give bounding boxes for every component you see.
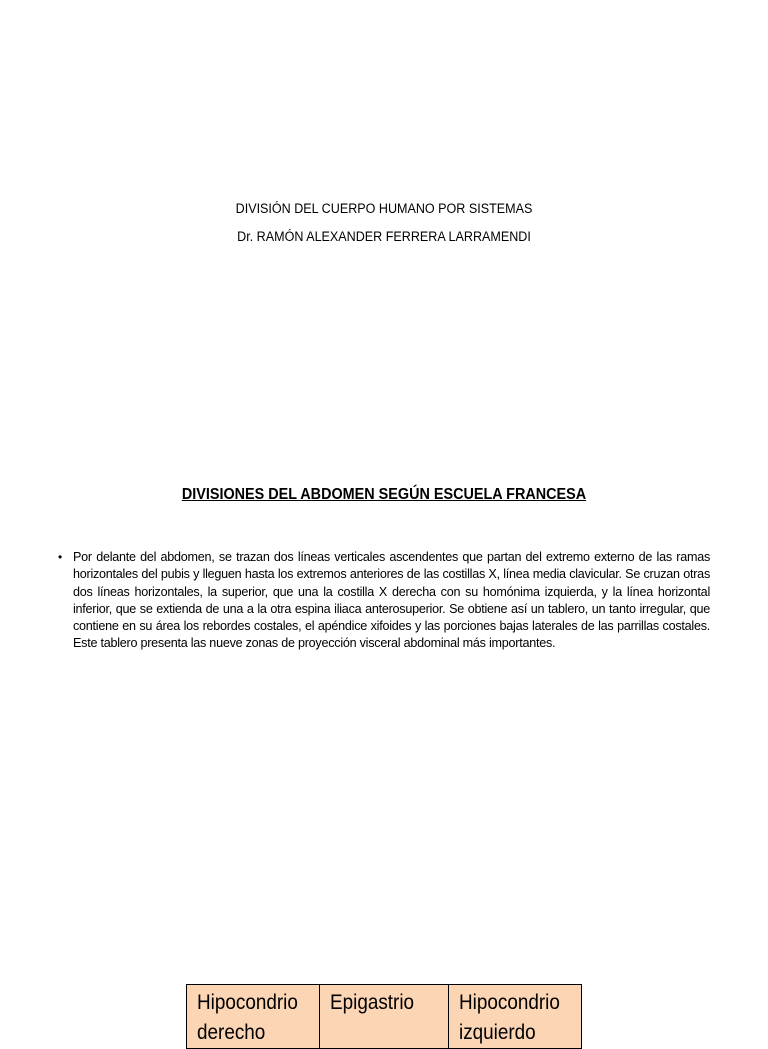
table-cell (449, 985, 582, 1049)
abdomen-regions-table (186, 984, 582, 1049)
list-item (58, 549, 710, 653)
bullet-dot-icon: • (58, 550, 62, 564)
cell-text: Epigastrio (330, 991, 415, 1014)
bullet-text: Por delante del abdomen, se trazan dos líneas verticales ascendentes que partan del extremo externo de las ramas horizontales del pubis y lleguen hasta los extremos anteriores de las costillas X, línea media clavicular. Se cruzan otras dos líneas horizontales, la superior, que una la costilla X derecha con su homónima izquierda, y la línea horizontal inferior, que se extienda de una a la otra espina iliaca anterosuperior. Se obtiene así un tablero, un tanto irregular, que contiene en su área los rebordes costales, el apéndice xifoides y las porciones bajas laterales de las parrillas costales. Este tablero presenta las nueve zonas de proyección visceral abdominal más importantes. (73, 550, 710, 651)
section-heading: DIVISIONES DEL ABDOMEN SEGÚN ESCUELA FRANCESA (181, 486, 587, 503)
document-title: DIVISIÓN DEL CUERPO HUMANO POR SISTEMAS (235, 201, 533, 216)
table-row (187, 985, 582, 1049)
table-cell (320, 985, 449, 1049)
table-cell (187, 985, 320, 1049)
document-author: Dr. RAMÓN ALEXANDER FERRERA LARRAMENDI (237, 229, 531, 244)
cell-text: Hipocondrio izquierdo (459, 991, 560, 1044)
bullet-list (58, 549, 710, 653)
cell-text: Hipocondrio derecho (197, 991, 298, 1044)
